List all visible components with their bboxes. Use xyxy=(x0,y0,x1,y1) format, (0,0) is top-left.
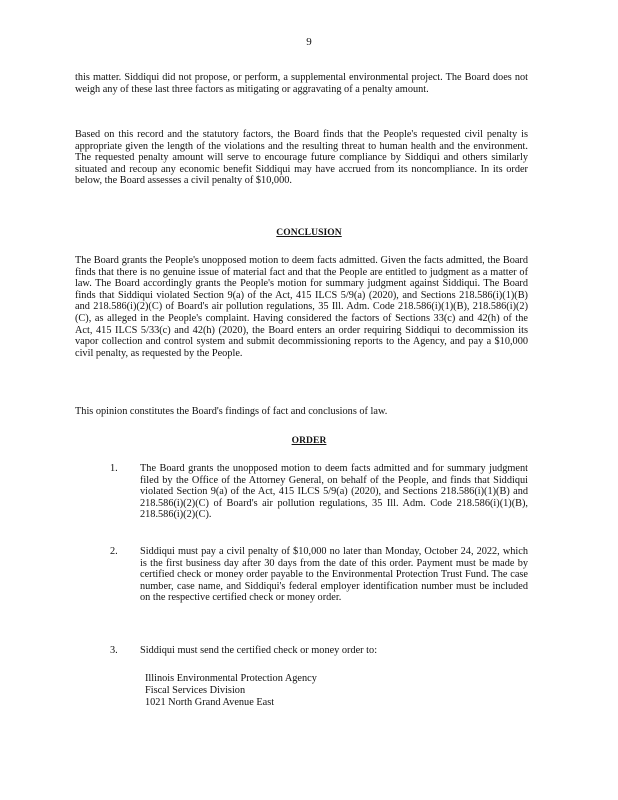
order-item-number: 1. xyxy=(110,463,118,474)
address-line-street: 1021 North Grand Avenue East xyxy=(145,697,275,709)
order-item-2 xyxy=(110,546,528,604)
order-item-text: Siddiqui must send the certified check or money order to: xyxy=(140,645,378,656)
page-number: 9 xyxy=(306,36,312,48)
order-item-1 xyxy=(110,463,528,521)
order-item-number: 2. xyxy=(110,546,118,557)
order-heading-text: ORDER xyxy=(291,436,327,446)
order-item-number: 3. xyxy=(110,645,118,656)
address-line-agency: Illinois Environmental Protection Agency xyxy=(145,673,317,684)
order-item-text: Siddiqui must pay a civil penalty of $10,000 no later than Monday, October 24, 2022, which is the first business day after 30 days from the date of this order. Payment must be made by certified check or money order payable to the Environmental Protection Trust Fund. The case number, case name, and Siddiqui's federal employer identification number must be included on the respective certified check or money order. xyxy=(140,546,528,604)
order-item-text: The Board grants the unopposed motion to deem facts admitted and for summary judgment filed by the Office of the Attorney General, on behalf of the People, and finds that Siddiqui violated Section 9(a) of the Act, 415 ILCS 5/9(a) (2020), and Sections 218.586(i)(1)(B) and 218.586(i)(2)(C) of Board's air pollution regulations, 35 Ill. Adm. Code 218.586(i)(1)(B), 218.586(i)(2)(C). xyxy=(140,463,528,521)
paragraph-opinion: This opinion constitutes the Board's findings of fact and conclusions of law. xyxy=(75,406,388,417)
paragraph-mitigation: this matter. Siddiqui did not propose, or perform, a supplemental environmental project. The Board does not weigh any of these last three factors as mitigating or aggravating of a penalty amount. xyxy=(75,72,528,95)
conclusion-heading-text: CONCLUSION xyxy=(276,228,342,238)
paragraph-conclusion: The Board grants the People's unopposed motion to deem facts admitted. Given the facts admitted, the Board finds that there is no genuine issue of material fact and that the People are entitled to judgment as a matter of law. The Board accordingly grants the People's motion for summary judgment against Siddiqui. The Board finds that Siddiqui violated Section 9(a) of the Act, 415 ILCS 5/9(a) (2020), and Sections 218.586(i)(1)(B) and 218.586(i)(2)(C) of Board's air pollution regulations, 35 Ill. Adm. Code 218.586(i)(1)(B), 218.586(i)(2)(C), as alleged in the People's complaint. Having considered the factors of Sections 33(c) and 42(h) of the Act, 415 ILCS 5/33(c) and 42(h) (2020), the Board enters an order requiring Siddiqui to decommission its vapor collection and control system and submit decommissioning reports to the Agency, and pay a $10,000 civil penalty, as requested by the People. xyxy=(75,255,528,359)
order-heading xyxy=(0,436,618,448)
address-line-division: Fiscal Services Division xyxy=(145,685,246,697)
mailing-address xyxy=(145,673,445,710)
paragraph-penalty-finding: Based on this record and the statutory factors, the Board finds that the People's requested civil penalty is appropriate given the length of the violations and the resulting threat to human health and the environment. The requested penalty amount will serve to encourage future compliance by Siddiqui and others similarly situated and recoup any economic benefit Siddiqui may have accrued from its noncompliance. In its order below, the Board assesses a civil penalty of $10,000. xyxy=(75,129,528,187)
order-item-3 xyxy=(110,645,528,657)
conclusion-heading xyxy=(0,228,618,240)
